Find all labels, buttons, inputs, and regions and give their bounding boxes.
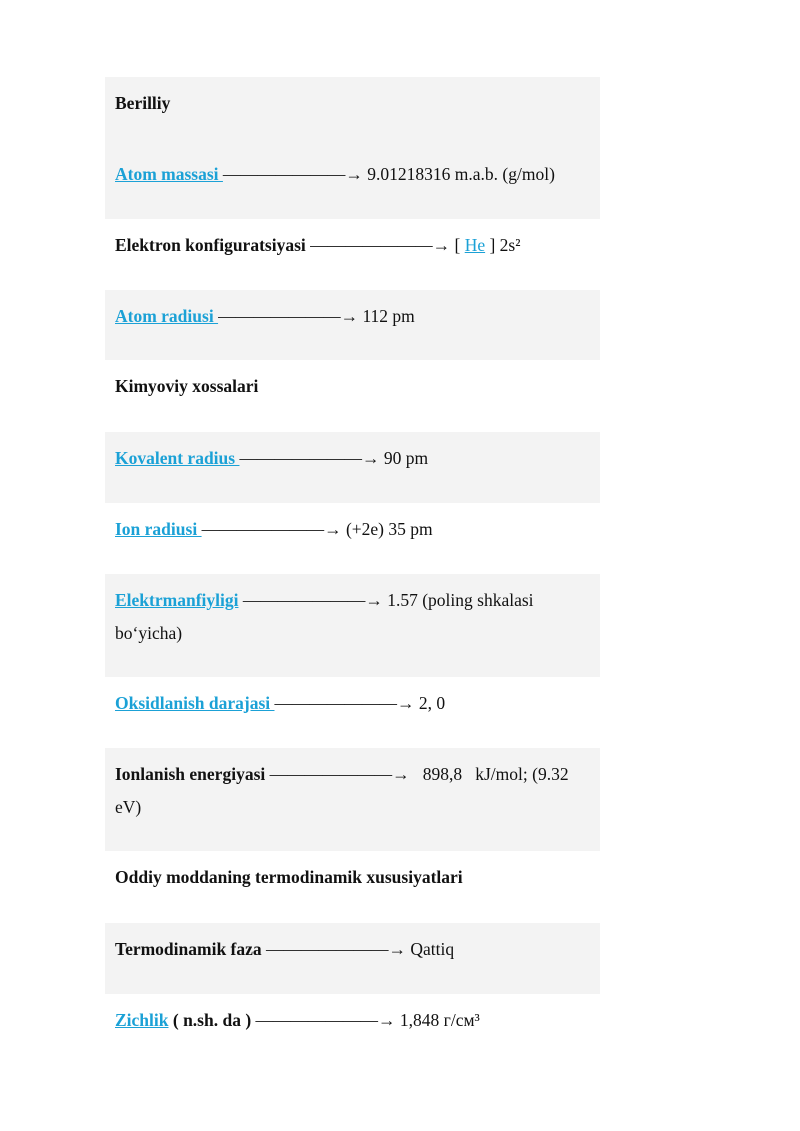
elektrmanfiy-row — [105, 574, 600, 677]
faza-row — [105, 923, 600, 994]
faza-value: Qattiq — [410, 939, 455, 959]
termo-heading-row — [105, 851, 600, 923]
oksidlanish-darajasi-link[interactable]: Oksidlanish darajasi — [115, 693, 275, 713]
arrow: ———————→ — [201, 519, 342, 539]
zichlik-link[interactable]: Zichlik — [115, 1010, 169, 1030]
kimyoviy-heading: Kimyoviy xossalari — [115, 376, 259, 396]
atom-massasi-row — [105, 148, 600, 219]
atom-massasi-value: 9.01218316 m.a.b. (g/mol) — [367, 164, 555, 184]
elektrmanfiy-value: 1.57 (poling shkalasi bo‘yicha) — [115, 590, 534, 643]
kovalent-radius-link[interactable]: Kovalent radius — [115, 448, 240, 468]
ionlanish-label: Ionlanish energiyasi — [115, 764, 266, 784]
arrow: ———————→ — [218, 306, 359, 326]
ionlanish-value: 898,8 kJ/mol; (9.32 eV) — [115, 764, 573, 817]
atom-radiusi-row — [105, 290, 600, 360]
atom-radiusi-link[interactable]: Atom radiusi — [115, 306, 219, 326]
termo-heading: Oddiy moddaning termodinamik xususiyatlari — [115, 867, 463, 887]
ion-radiusi-link[interactable]: Ion radiusi — [115, 519, 202, 539]
arrow: ———————→ — [269, 764, 410, 784]
elektron-value-pre: [ — [454, 235, 461, 255]
oksidlanish-value: 2, 0 — [418, 693, 446, 713]
elektrmanfiyligi-link[interactable]: Elektrmanfiyligi — [115, 590, 239, 610]
kovalent-row — [105, 432, 600, 503]
he-link[interactable]: He — [464, 235, 486, 255]
arrow: ———————→ — [222, 164, 363, 184]
kovalent-value: 90 pm — [383, 448, 429, 468]
ion-radiusi-row — [105, 503, 600, 574]
zichlik-value: 1,848 г/см³ — [399, 1010, 480, 1030]
elektron-value-post: ] 2s² — [489, 235, 521, 255]
arrow: ———————→ — [239, 448, 380, 468]
title-row — [105, 77, 600, 148]
elektron-row — [105, 219, 600, 290]
zichlik-suffix: ( n.sh. da ) — [168, 1010, 252, 1030]
arrow: ———————→ — [274, 693, 415, 713]
atom-massasi-link[interactable]: Atom massasi — [115, 164, 223, 184]
kimyoviy-heading-row — [105, 360, 600, 432]
element-properties-table — [105, 77, 600, 1054]
element-title: Berilliy — [115, 93, 171, 113]
arrow: ———————→ — [255, 1010, 396, 1030]
elektron-label: Elektron konfiguratsiyasi — [115, 235, 306, 255]
ionlanish-row — [105, 748, 600, 851]
arrow: ———————→ — [242, 590, 383, 610]
zichlik-row — [105, 994, 600, 1054]
oksidlanish-row — [105, 677, 600, 748]
faza-label: Termodinamik faza — [115, 939, 262, 959]
arrow: ———————→ — [310, 235, 451, 255]
arrow: ———————→ — [266, 939, 407, 959]
atom-radiusi-value: 112 pm — [362, 306, 415, 326]
ion-radiusi-value: (+2e) 35 pm — [345, 519, 433, 539]
